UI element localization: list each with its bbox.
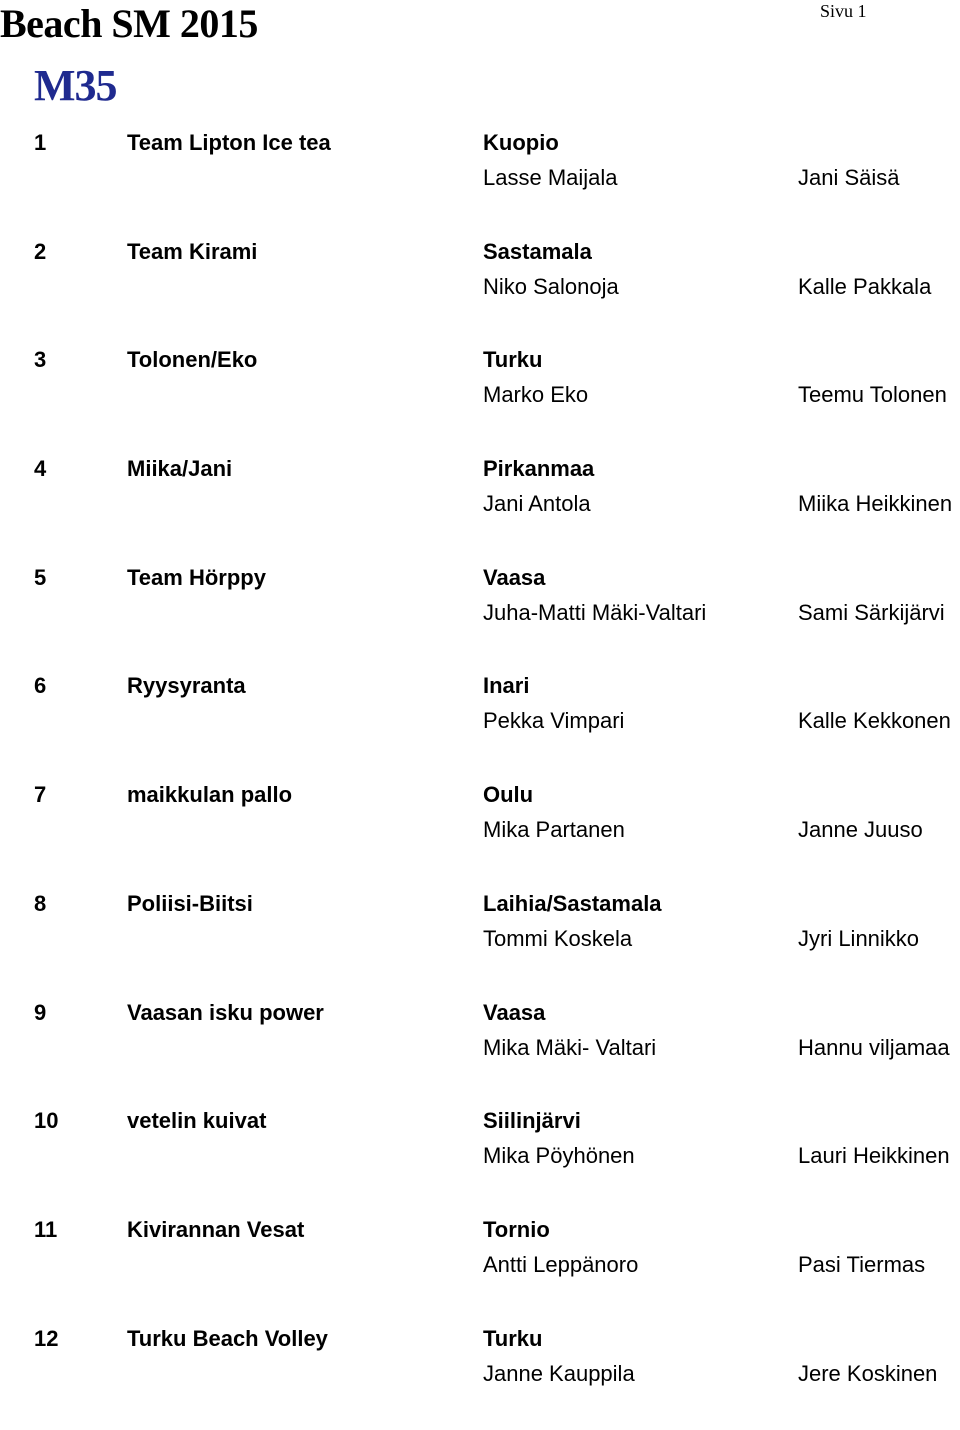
player-2: Jere Koskinen [798, 1360, 938, 1386]
player-2: Jani Säisä [798, 165, 900, 190]
team-entry [0, 452, 960, 561]
team-entry [0, 126, 960, 235]
team-city: Sastamala [483, 238, 592, 264]
team-city: Pirkanmaa [483, 456, 595, 482]
player-1: Antti Leppänoro [483, 1251, 639, 1277]
player-2: Miika Heikkinen [798, 491, 953, 517]
team-rank: 1 [34, 130, 47, 155]
team-rank: 4 [34, 456, 47, 482]
player-1: Mika Mäki- Valtari [483, 1034, 657, 1060]
team-city: Kuopio [483, 130, 559, 155]
player-2: Sami Särkijärvi [798, 599, 945, 625]
team-name: Tolonen/Eko [127, 347, 258, 373]
team-name: Poliisi-Biitsi [127, 890, 253, 916]
team-city: Turku [483, 1325, 543, 1351]
team-rank: 5 [34, 564, 47, 590]
team-name: Turku Beach Volley [127, 1325, 328, 1351]
category-heading: M35 [34, 61, 117, 110]
team-city: Vaasa [483, 564, 546, 590]
team-name: Team Kirami [127, 238, 258, 264]
player-2: Lauri Heikkinen [798, 1143, 950, 1169]
player-1: Tommi Koskela [483, 925, 633, 951]
team-name: Team Lipton Ice tea [127, 130, 331, 155]
team-entry [0, 1213, 960, 1322]
player-2: Teemu Tolonen [798, 382, 947, 408]
team-rank: 8 [34, 890, 47, 916]
team-entry [0, 561, 960, 670]
results-list [0, 126, 960, 1430]
team-rank: 7 [34, 782, 47, 808]
player-1: Lasse Maijala [483, 165, 618, 190]
team-city: Laihia/Sastamala [483, 890, 662, 916]
team-city: Inari [483, 673, 530, 699]
team-entry [0, 778, 960, 887]
player-2: Jyri Linnikko [798, 925, 920, 951]
team-entry [0, 1104, 960, 1213]
team-name: Ryysyranta [127, 673, 246, 699]
team-rank: 2 [34, 238, 47, 264]
team-rank: 11 [34, 1216, 58, 1242]
team-entry [0, 996, 960, 1105]
team-entry [0, 1322, 960, 1430]
team-name: Vaasan isku power [127, 999, 324, 1025]
document-title: Beach SM 2015 [0, 1, 258, 46]
player-1: Niko Salonoja [483, 273, 619, 299]
player-1: Juha-Matti Mäki-Valtari [483, 599, 707, 625]
team-rank: 12 [34, 1325, 59, 1351]
player-2: Kalle Kekkonen [798, 708, 951, 734]
team-entry [0, 887, 960, 996]
team-entry [0, 669, 960, 778]
team-city: Oulu [483, 782, 534, 808]
player-1: Jani Antola [483, 491, 591, 517]
team-rank: 9 [34, 999, 47, 1025]
team-city: Tornio [483, 1216, 550, 1242]
team-entry [0, 343, 960, 452]
team-city: Turku [483, 347, 543, 373]
team-name: maikkulan pallo [127, 782, 293, 808]
team-rank: 6 [34, 673, 47, 699]
team-city: Siilinjärvi [483, 1108, 581, 1134]
team-name: vetelin kuivat [127, 1108, 267, 1134]
player-1: Mika Partanen [483, 817, 625, 843]
player-1: Marko Eko [483, 382, 589, 408]
page-number: Sivu 1 [820, 1, 867, 21]
team-rank: 3 [34, 347, 47, 373]
team-name: Team Hörppy [127, 564, 266, 590]
player-1: Janne Kauppila [483, 1360, 635, 1386]
player-2: Janne Juuso [798, 817, 923, 843]
team-entry [0, 235, 960, 344]
team-city: Vaasa [483, 999, 546, 1025]
player-2: Kalle Pakkala [798, 273, 932, 299]
team-name: Kivirannan Vesat [127, 1216, 305, 1242]
player-1: Pekka Vimpari [483, 708, 625, 734]
player-2: Pasi Tiermas [798, 1251, 926, 1277]
player-2: Hannu viljamaa [798, 1034, 950, 1060]
team-rank: 10 [34, 1108, 59, 1134]
team-name: Miika/Jani [127, 456, 233, 482]
player-1: Mika Pöyhönen [483, 1143, 635, 1169]
